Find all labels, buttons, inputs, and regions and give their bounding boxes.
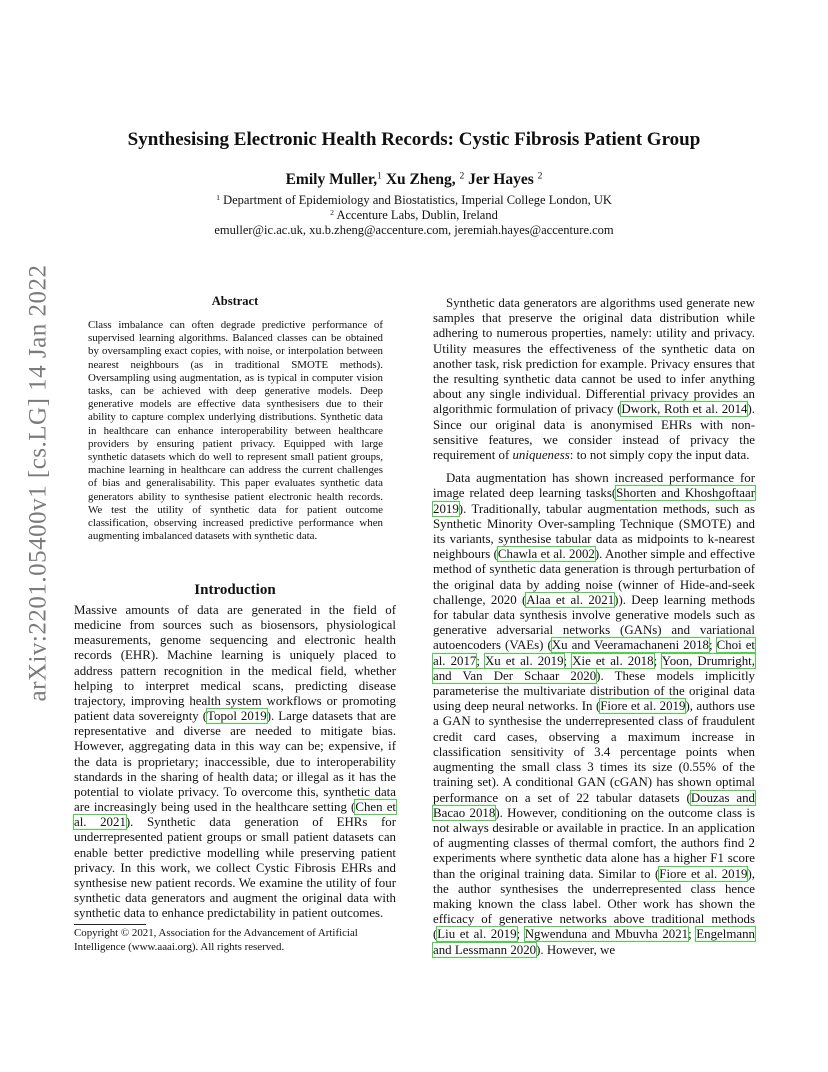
right-column-body	[433, 296, 755, 958]
affiliation-2: $^2$ Accenture Labs, Dublin, Ireland	[330, 207, 498, 222]
abstract-text: Class imbalance can often degrade predictive performance of supervised learning algorithms. Balanced classes can be obtained by oversampling exact copies, with noise, or interpolation between nearest neighbours (as in traditional SMOTE methods). Oversampling using augmentation, as is typical in computer vision tasks, can be achieved with deep generative models. Deep generative models are effective data synthesisers due to their ability to capture complex underlying distributions. Synthetic data in healthcare can enhance interoperability between healthcare providers by ensuring patient privacy. Equipped with large synthetic datasets which do well to represent small patient groups, machine learning in healthcare can address the current challenges of bias and generalisability. This paper evaluates synthetic data generators ability to synthesise patient electronic health records. We test the utility of synthetic data for patient outcome classification, observing increased predictive performance when augmenting imbalanced datasets with synthetic data.	[88, 319, 383, 543]
author-3-affiliation-mark: 2	[537, 170, 543, 182]
paragraph-data-augmentation: Data augmentation has shown increased performance for image related deep learning tasks(Shorten and Khoshgoftaar 2019). Traditionally, tabular augmentation methods, such as Synthetic Minority Over-sampling Technique (SMOTE) and its variants, synthesise tabular data as midpoints to k-nearest neighbours (Chawla et al. 2002). Another simple and effective method of synthetic data generation is through perturbation of the original data by adding noise (winner of Hide-and-seek challenge, 2020 (Alaa et al. 2021)). Deep learning methods for tabular data synthesis involve generative models such as generative adversarial networks (GANs) and variational autoencoders (VAEs) (Xu and Veeramachaneni 2018; Choi et al. 2017; Xu et al. 2019; Xie et al. 2018; Yoon, Drumright, and Van Der Schaar 2020). These models implicitly parameterise the multivariate distribution of the original data using deep neural networks. In (Fiore et al. 2019), authors use a GAN to synthesise the underrepresented class of fraudulent credit card cases, observing a maximum increase in classification sensitivity of 3.4 percentage points when augmenting the small class 3 times its size (0.55% of the training set). A conditional GAN (cGAN) has shown optimal performance on a set of 22 tabular datasets (Douzas and Bacao 2018). However, conditioning on the outcome class is not always desirable or available in practice. In an application of augmenting classes of thermal comfort, the authors find 2 experiments where synthetic data alone has a higher F1 score than the original training data. Similar to (Fiore et al. 2019), the author synthesises the underrepresented class hence making known the class label. Other work has shown the efficacy of generative networks above traditional methods (Liu et al. 2019; Ngwenduna and Mbuvha 2021; Engelmann and Lessmann 2020). However, we	[433, 471, 756, 957]
citation-link[interactable]: Engelmann and Lessmann 2020	[433, 927, 755, 957]
citation-link[interactable]: Chawla et al. 2002	[497, 547, 595, 562]
affiliation-1: $^1$ Department of Epidemiology and Biostatistics, Imperial College London, UK	[216, 192, 612, 207]
citation-link[interactable]: Xu et al. 2019	[485, 653, 564, 668]
citation-link[interactable]: Douzas and Bacao 2018	[433, 790, 756, 820]
citation-link[interactable]: Yoon, Drumright, and Van Der Schaar 2020	[433, 653, 755, 683]
citation-link[interactable]: Xu and Veeramachaneni 2018	[551, 638, 709, 653]
author-list	[0, 171, 828, 189]
citation-link[interactable]: Topol 2019	[207, 709, 267, 724]
citation-link[interactable]: Xie et al. 2018	[572, 653, 654, 668]
author-3: Jer Hayes	[464, 171, 538, 188]
author-1-affiliation-mark: 1	[377, 170, 382, 182]
citation-link[interactable]: Alaa et al. 2021	[526, 592, 615, 607]
affiliation-2-mark: 2	[330, 207, 335, 217]
arxiv-side-identifier: arXiv:2201.05400v1 [cs.LG] 14 Jan 2022	[24, 264, 51, 701]
emphasis-uniqueness: uniqueness	[512, 448, 570, 463]
copyright-notice: Copyright © 2021, Association for the Advancement of Artificial Intelligence (www.aaai.org). All rights reserved.	[74, 927, 358, 953]
footnote-divider	[74, 924, 146, 925]
author-emails: emuller@ic.ac.uk, xu.b.zheng@accenture.com, jeremiah.hayes@accenture.com	[214, 223, 614, 237]
citation-link[interactable]: Fiore et al. 2019	[600, 699, 686, 714]
introduction-heading: Introduction	[194, 582, 276, 598]
citation-link[interactable]: Shorten and Khoshgoftaar 2019	[433, 486, 755, 516]
abstract-heading: Abstract	[211, 294, 259, 308]
citation-link[interactable]: Liu et al. 2019	[437, 927, 517, 942]
citation-link[interactable]: Choi et al. 2017	[433, 638, 755, 668]
citation-link[interactable]: Ngwenduna and Mbuvha 2021	[524, 927, 689, 942]
author-1: Emily Muller,	[285, 171, 378, 188]
paragraph-synthetic-data-generators: Synthetic data generators are algorithms used generate new samples that preserve the original data distribution while adhering to numerous properties, namely: utility and privacy. Utility measures the effectiveness of the synthetic data on another task, risk prediction for example. Privacy ensures that the resulting synthetic data cannot be used to infer anything about any single individual. Differential privacy provides an algorithmic formulation of privacy (Dwork, Roth et al. 2014). Since our original data is anonymised EHRs with non-sensitive features, we consider instead of privacy the requirement of uniqueness: to not simply copy the input data.	[433, 296, 755, 463]
citation-link[interactable]: Dwork, Roth et al. 2014	[621, 402, 748, 417]
introduction-paragraph: Massive amounts of data are generated in the field of medicine from sources such as biosensors, physiological measurements, genome sequencing and electronic health records (EHR). Machine learning is uniquely placed to address pattern recognition in the medical field, whether helping to interpret medical scans, predicting disease trajectory, improving health system workflows or promoting patient data sovereignty (Topol 2019). Large datasets that are representative and diverse are needed to mitigate bias. However, aggregating data in this way can be; expensive, if the data is proprietary; inaccessible, due to interoperability standards in the sharing of health data; or illegal as it has the potential to violate privacy. To overcome this, synthetic data are increasingly being used in the healthcare setting (Chen et al. 2021). Synthetic data generation of EHRs for underrepresented patient groups or small patient datasets can enable better predictive modelling while preserving patient privacy. In this work, we collect Cystic Fibrosis EHRs and synthesise new patient records. We examine the utility of four synthetic data generators and augment the original data with synthetic data to enhance predictability in patient outcomes.	[74, 603, 397, 921]
author-2: Xu Zheng,	[381, 171, 460, 188]
paper-title: Synthesising Electronic Health Records: Cystic Fibrosis Patient Group	[127, 129, 701, 150]
citation-link[interactable]: Fiore et al. 2019	[659, 866, 748, 881]
affiliation-1-mark: 1	[216, 192, 220, 202]
author-2-affiliation-mark: 2	[459, 170, 465, 182]
citation-link[interactable]: Chen et al. 2021	[74, 800, 396, 830]
